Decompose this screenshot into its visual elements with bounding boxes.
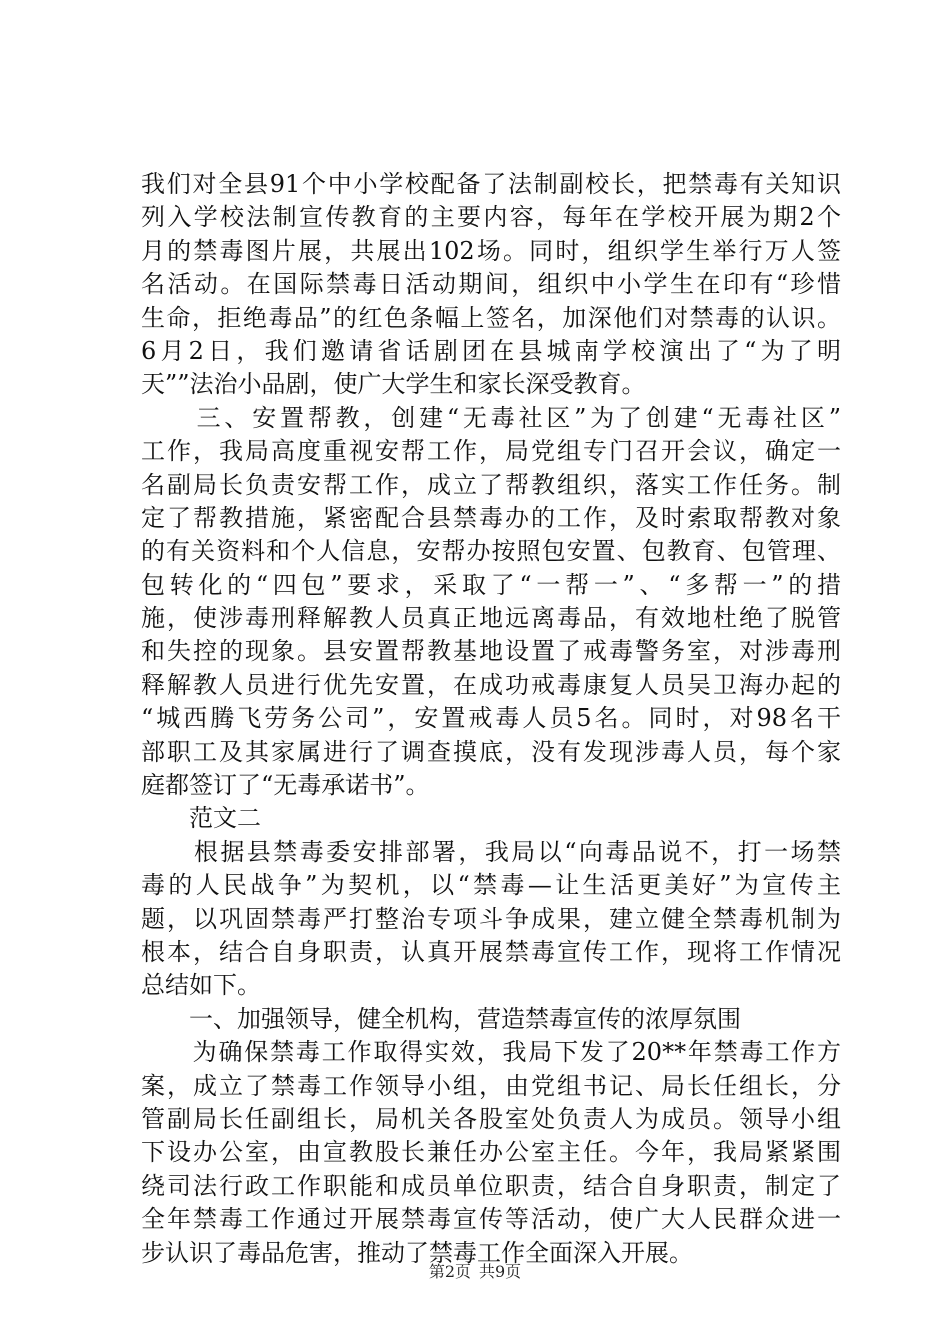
text-line: 下设办公室，由宣教股长兼任办公室主任。今年，我局紧紧围 xyxy=(141,1138,841,1167)
text-line: 毒的人民战争”为契机，以“禁毒—让生活更美好”为宣传主 xyxy=(141,871,841,900)
text-line: 定了帮教措施，紧密配合县禁毒办的工作，及时索取帮教对象 xyxy=(141,503,841,532)
text-line: 步认识了毒品危害，推动了禁毒工作全面深入开展。 xyxy=(141,1238,693,1267)
text-line: 包转化的“四包”要求，采取了“一帮一”、“多帮一”的措 xyxy=(141,570,841,599)
text-line: 根据县禁毒委安排部署，我局以“向毒品说不，打一场禁 xyxy=(141,837,841,866)
text-line: 案，成立了禁毒工作领导小组，由党组书记、局长任组长，分 xyxy=(141,1071,841,1100)
text-line: 施，使涉毒刑释解教人员真正地远离毒品，有效地杜绝了脱管 xyxy=(141,604,841,633)
text-line: “城西腾飞劳务公司”，安置戒毒人员5名。同时，对98名干 xyxy=(141,704,841,733)
text-line: 列入学校法制宣传教育的主要内容，每年在学校开展为期2个 xyxy=(141,203,841,232)
text-line: 天””法治小品剧，使广大学生和家长深受教育。 xyxy=(141,370,646,399)
text-line: 全年禁毒工作通过开展禁毒宣传等活动，使广大人民群众进一 xyxy=(141,1205,841,1234)
text-line: 一、加强领导，健全机构，营造禁毒宣传的浓厚氛围 xyxy=(141,1004,741,1033)
page-footer xyxy=(0,1262,950,1282)
text-line: 和失控的现象。县安置帮教基地设置了戒毒警务室，对涉毒刑 xyxy=(141,637,841,666)
text-line: 名活动。在国际禁毒日活动期间，组织中小学生在印有“珍惜 xyxy=(141,270,841,299)
text-line: 庭都签订了“无毒承诺书”。 xyxy=(141,771,430,800)
text-line: 名副局长负责安帮工作，成立了帮教组织，落实工作任务。制 xyxy=(141,470,841,499)
text-line: 根本，结合自身职责，认真开展禁毒宣传工作，现将工作情况 xyxy=(141,937,841,966)
text-line: 工作，我局高度重视安帮工作，局党组专门召开会议，确定一 xyxy=(141,437,841,466)
text-line: 部职工及其家属进行了调查摸底，没有发现涉毒人员，每个家 xyxy=(141,737,841,766)
text-line: 题，以巩固禁毒严打整治专项斗争成果，建立健全禁毒机制为 xyxy=(141,904,841,933)
text-line: 6月2日，我们邀请省话剧团在县城南学校演出了“为了明 xyxy=(141,336,841,365)
text-line: 月的禁毒图片展，共展出102场。同时，组织学生举行万人签 xyxy=(141,236,841,265)
text-line: 范文二 xyxy=(141,804,261,833)
text-line: 的有关资料和个人信息，安帮办按照包安置、包教育、包管理、 xyxy=(141,537,841,566)
document-body xyxy=(141,168,841,1270)
text-line: 管副局长任副组长，局机关各股室处负责人为成员。领导小组 xyxy=(141,1104,841,1133)
text-line: 三、安置帮教，创建“无毒社区”为了创建“无毒社区” xyxy=(141,403,841,432)
text-line: 绕司法行政工作职能和成员单位职责，结合自身职责，制定了 xyxy=(141,1171,841,1200)
text-line: 为确保禁毒工作取得实效，我局下发了20**年禁毒工作方 xyxy=(141,1038,841,1067)
page-number: 第2页 xyxy=(428,1262,471,1281)
text-line: 释解教人员进行优先安置，在成功戒毒康复人员吴卫海办起的 xyxy=(141,670,841,699)
text-line: 我们对全县91个中小学校配备了法制副校长，把禁毒有关知识 xyxy=(141,170,841,198)
text-line: 总结如下。 xyxy=(141,971,261,1000)
text-line: 生命，拒绝毒品”的红色条幅上签名，加深他们对禁毒的认识。 xyxy=(141,303,841,332)
page-total: 共9页 xyxy=(479,1262,522,1281)
